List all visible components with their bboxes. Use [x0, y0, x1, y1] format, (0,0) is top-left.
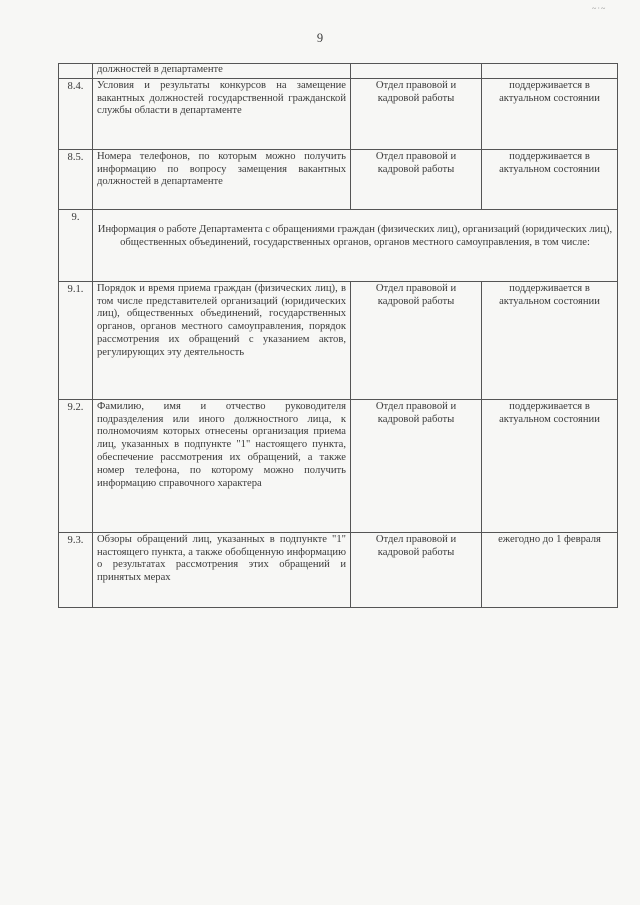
page-number: 9: [316, 31, 324, 45]
table-row: [59, 281, 618, 399]
row-number: 8.5.: [59, 149, 93, 209]
row-responsible: Отдел правовой и кадровой работы: [351, 532, 482, 607]
row-responsible: Отдел правовой и кадровой работы: [351, 281, 482, 399]
section-number: 9.: [59, 209, 93, 281]
section-row: [59, 209, 618, 281]
row-period: поддерживается в актуальном состоянии: [482, 78, 618, 149]
period-cell: [482, 64, 618, 79]
row-number: 8.4.: [59, 78, 93, 149]
table-row: [59, 149, 618, 209]
row-period: поддерживается в актуальном состоянии: [482, 149, 618, 209]
row-period: поддерживается в актуальном состоянии: [482, 281, 618, 399]
responsible-cell: [351, 64, 482, 79]
row-period: ежегодно до 1 февраля: [482, 532, 618, 607]
row-number: 9.3.: [59, 532, 93, 607]
table-row: [59, 532, 618, 607]
table-row: [59, 399, 618, 532]
row-period: поддерживается в актуальном состоянии: [482, 399, 618, 532]
row-responsible: Отдел правовой и кадровой работы: [351, 78, 482, 149]
info-table: [58, 63, 618, 608]
row-description: Обзоры обращений лиц, указанных в подпункте "1" настоящего пункта, а также обобщенную информацию о результатах рассмотрения этих обращений и принятых мерах: [93, 532, 351, 607]
continuation-cell: должностей в департаменте: [93, 64, 351, 79]
section-title: Информация о работе Департамента с обращениями граждан (физических лиц), организаций (юридических лиц), общественных объединений, государственных органов, органов местного самоуправления, в том числе:: [93, 209, 618, 281]
row-description: Фамилию, имя и отчество руководителя подразделения или иного должностного лица, к полномочиям которых отнесены организация приема лиц, указанных в подпункте "1" настоящего пункта, обеспечение рассмотрения их обращений, а также номер телефона, по которому можно получить информацию справочного характера: [93, 399, 351, 532]
table-row: [59, 78, 618, 149]
corner-mark: ~·~: [592, 4, 607, 13]
row-description: Номера телефонов, по которым можно получить информацию по вопросу замещения вакантных должностей в департаменте: [93, 149, 351, 209]
table-row: [59, 64, 618, 79]
row-number: 9.1.: [59, 281, 93, 399]
row-description: Условия и результаты конкурсов на замещение вакантных должностей государственной гражданской службы области в департаменте: [93, 78, 351, 149]
row-responsible: Отдел правовой и кадровой работы: [351, 149, 482, 209]
row-description: Порядок и время приема граждан (физических лиц), в том числе представителей организаций (юридических лиц), общественных объединений, государственных органов, органов местного самоуправления, порядок рассмотрения их обращений с указанием актов, регулирующих эту деятельность: [93, 281, 351, 399]
row-number: 9.2.: [59, 399, 93, 532]
row-number: [59, 64, 93, 79]
row-responsible: Отдел правовой и кадровой работы: [351, 399, 482, 532]
